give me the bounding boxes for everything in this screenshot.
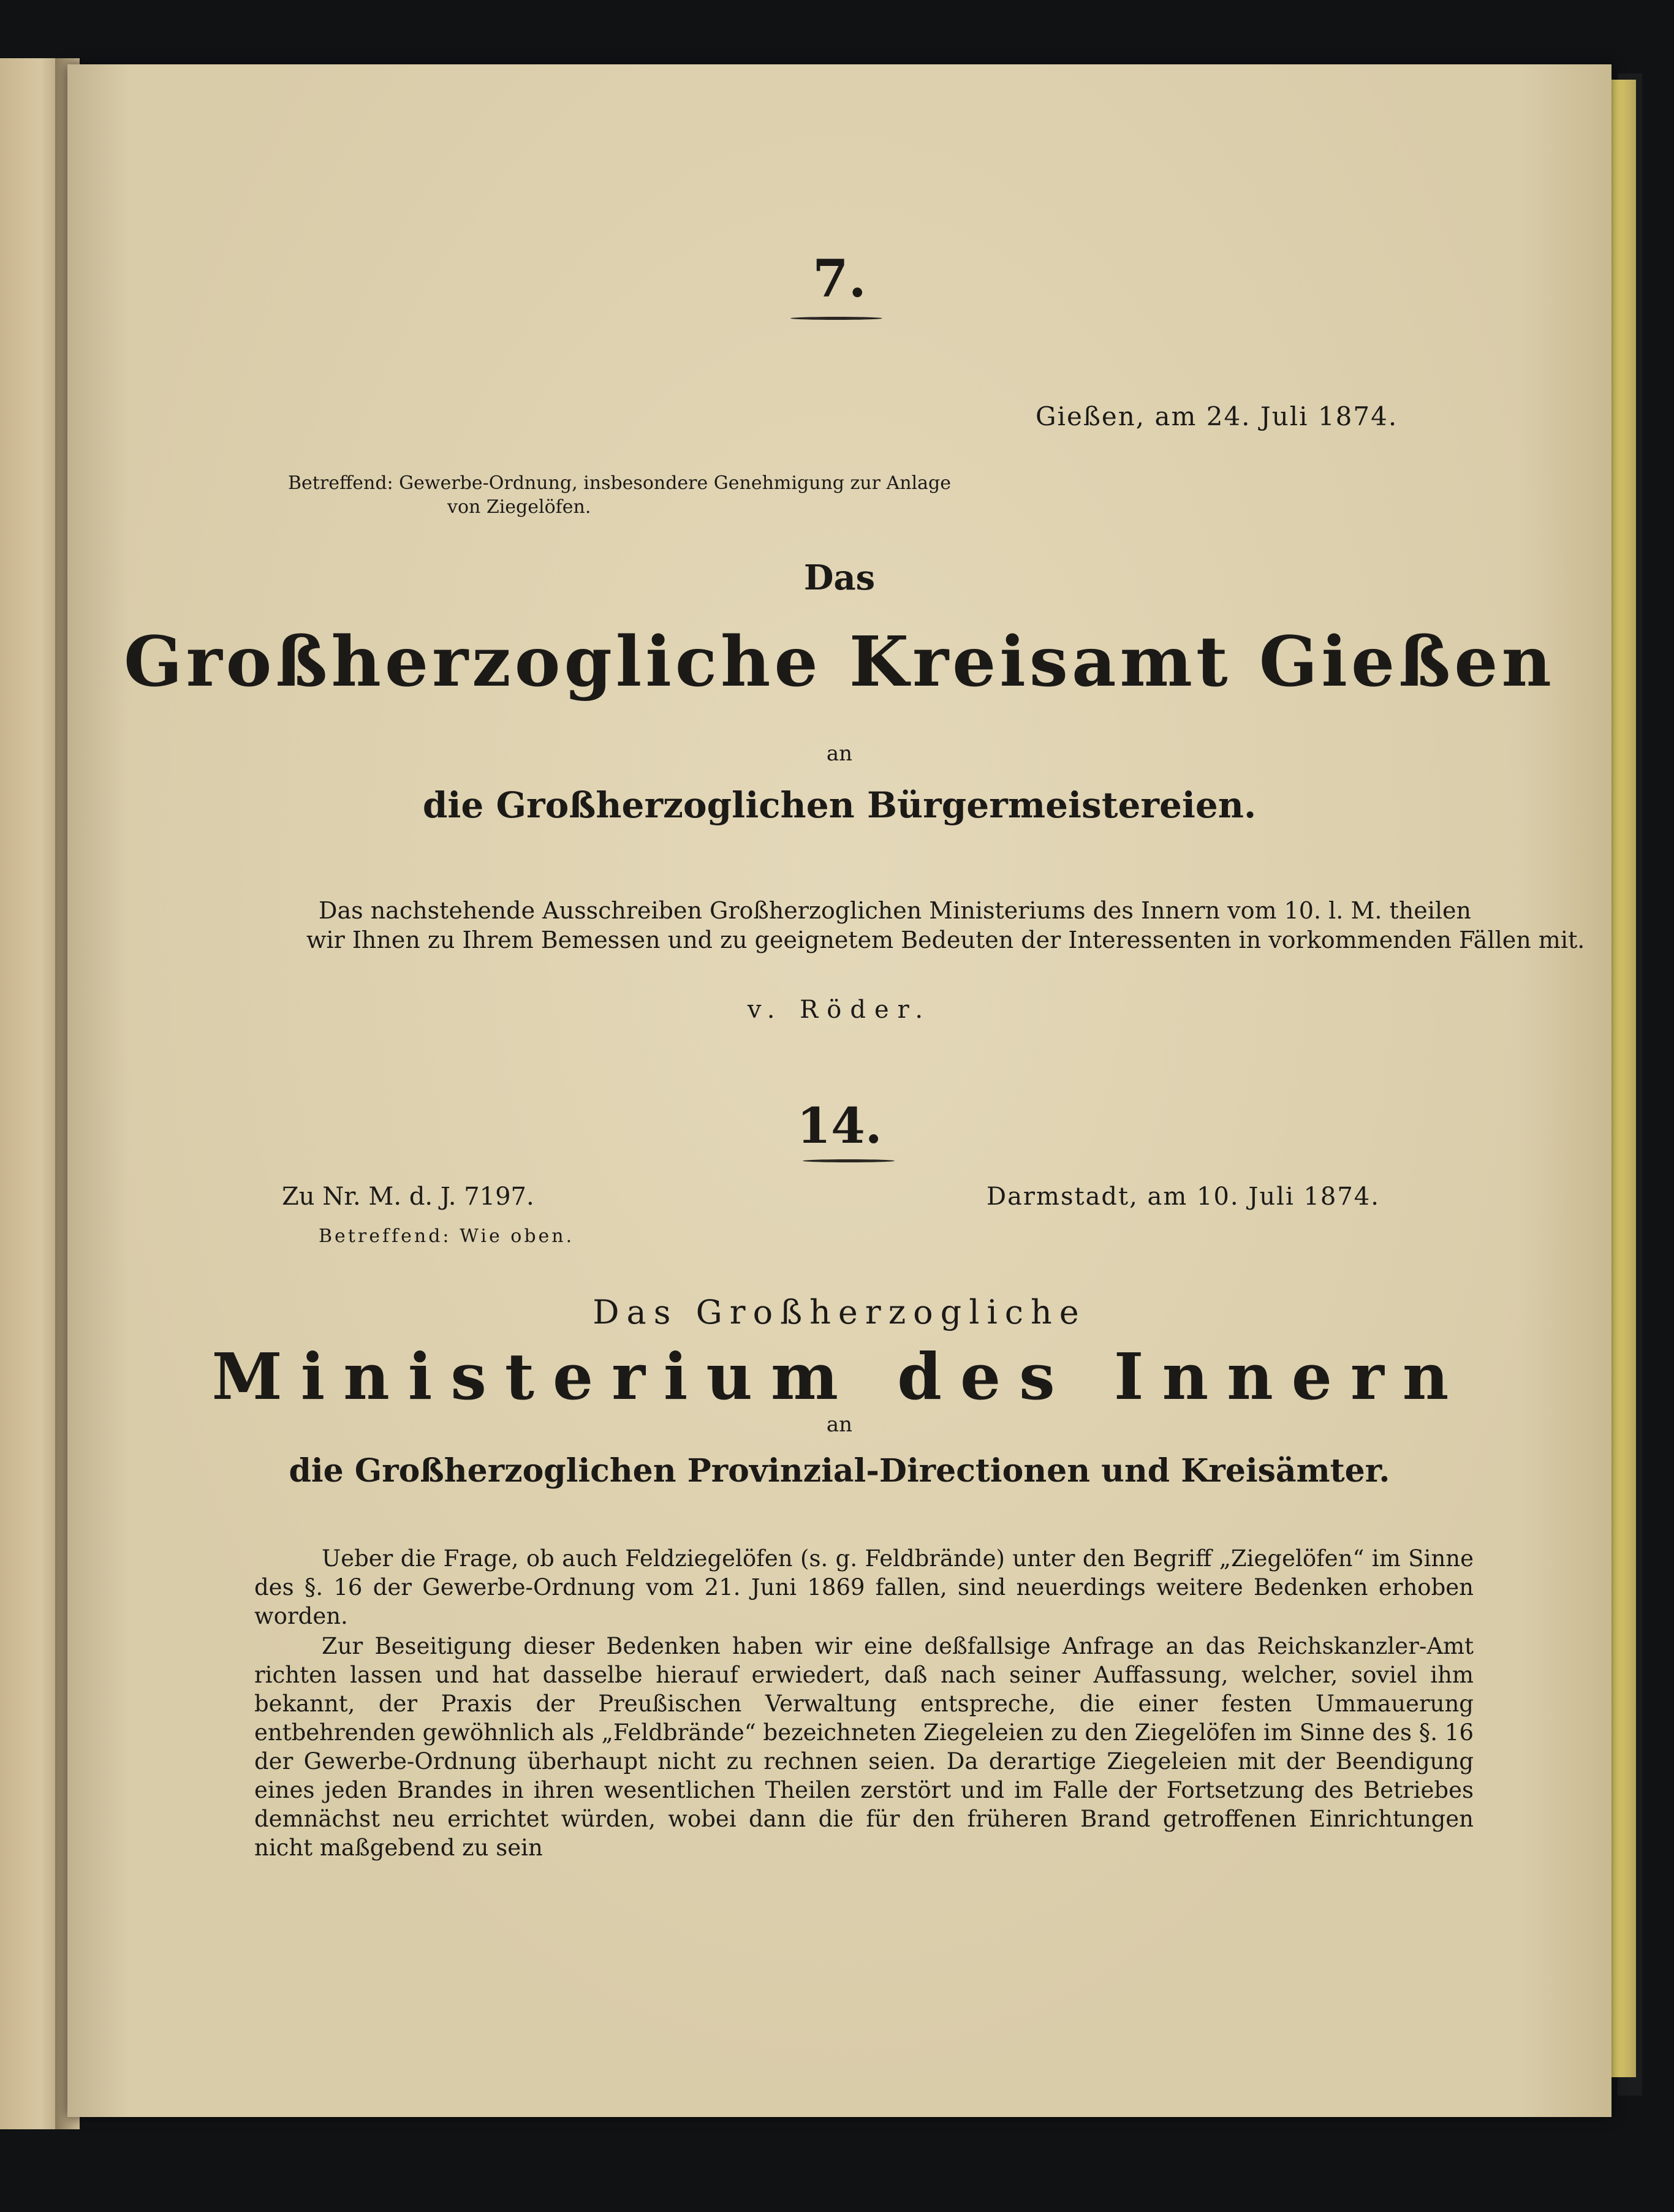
section-rule bbox=[790, 317, 882, 320]
reference-number: Zu Nr. M. d. J. 7197. bbox=[282, 1183, 534, 1211]
subject-line-continued: von Ziegelöfen. bbox=[447, 496, 591, 518]
subject-line: Betreffend: Gewerbe-Ordnung, insbesondere Genehmigung zur Anlage bbox=[288, 472, 951, 494]
place-date: Darmstadt, am 10. Juli 1874. bbox=[987, 1183, 1380, 1211]
an-label: an bbox=[826, 741, 853, 766]
section-number-14: 14. bbox=[797, 1097, 882, 1154]
an-label: an bbox=[826, 1412, 853, 1437]
recipients-heading: die Großherzoglichen Provinzial-Directionen und Kreisämter. bbox=[289, 1452, 1390, 1490]
section-number-7: 7. bbox=[812, 248, 866, 309]
signature: v. Röder. bbox=[747, 996, 932, 1024]
body-line-1: Das nachstehende Ausschreiben Großherzoglichen Ministeriums des Innern vom 10. l. M. theilen bbox=[319, 897, 1472, 924]
section-rule bbox=[803, 1159, 895, 1162]
body-line-2: wir Ihnen zu Ihrem Bemessen und zu geeignetem Bedeuten der Interessenten in vorkommenden Fällen mit. bbox=[306, 926, 1585, 953]
place-date: Gießen, am 24. Juli 1874. bbox=[1036, 401, 1398, 431]
article-heading: Das Großherzogliche bbox=[593, 1293, 1086, 1331]
authority-heading: Großherzogliche Kreisamt Gießen bbox=[124, 622, 1555, 702]
paragraph-2: Zur Beseitigung dieser Bedenken haben wir eine deßfallsige Anfrage an das Reichskanzler-Amt richten lassen und hat dasselbe hierauf erwiedert, daß nach seiner Auffassung, welcher, soviel ihm bekannt, der Praxis der Preußischen Verwaltung entspreche, die einer festen Ummauerung entbehrenden gewöhnlich als „Feldbrände“ bezeichneten Ziegeleien zu den Ziegelöfen im Sinne des §. 16 der Gewerbe-Ordnung überhaupt nicht zu rechnen seien. Da derartige Ziegeleien mit der Beendigung eines jeden Brandes in ihren wesentlichen Theilen zerstört und im Falle der Fortsetzung des Betriebes demnächst neu errichtet würden, wobei dann die für den früheren Brand getroffenen Einrichtungen nicht maßgebend zu sein bbox=[254, 1633, 1474, 1861]
article-heading: Das bbox=[803, 558, 876, 598]
recipients-heading: die Großherzoglichen Bürgermeistereien. bbox=[422, 784, 1257, 826]
paragraph-1: Ueber die Frage, ob auch Feldziegelöfen (s. g. Feldbrände) unter den Begriff „Ziegelöfen“ im Sinne des §. 16 der Gewerbe-Ordnung vom 21. Juni 1869 fallen, sind neuerdings weitere Bedenken erhoben worden. bbox=[254, 1545, 1474, 1629]
document-page bbox=[67, 64, 1612, 2117]
subject-line: Betreffend: Wie oben. bbox=[319, 1225, 575, 1247]
authority-heading: Ministerium des Innern bbox=[211, 1339, 1468, 1414]
